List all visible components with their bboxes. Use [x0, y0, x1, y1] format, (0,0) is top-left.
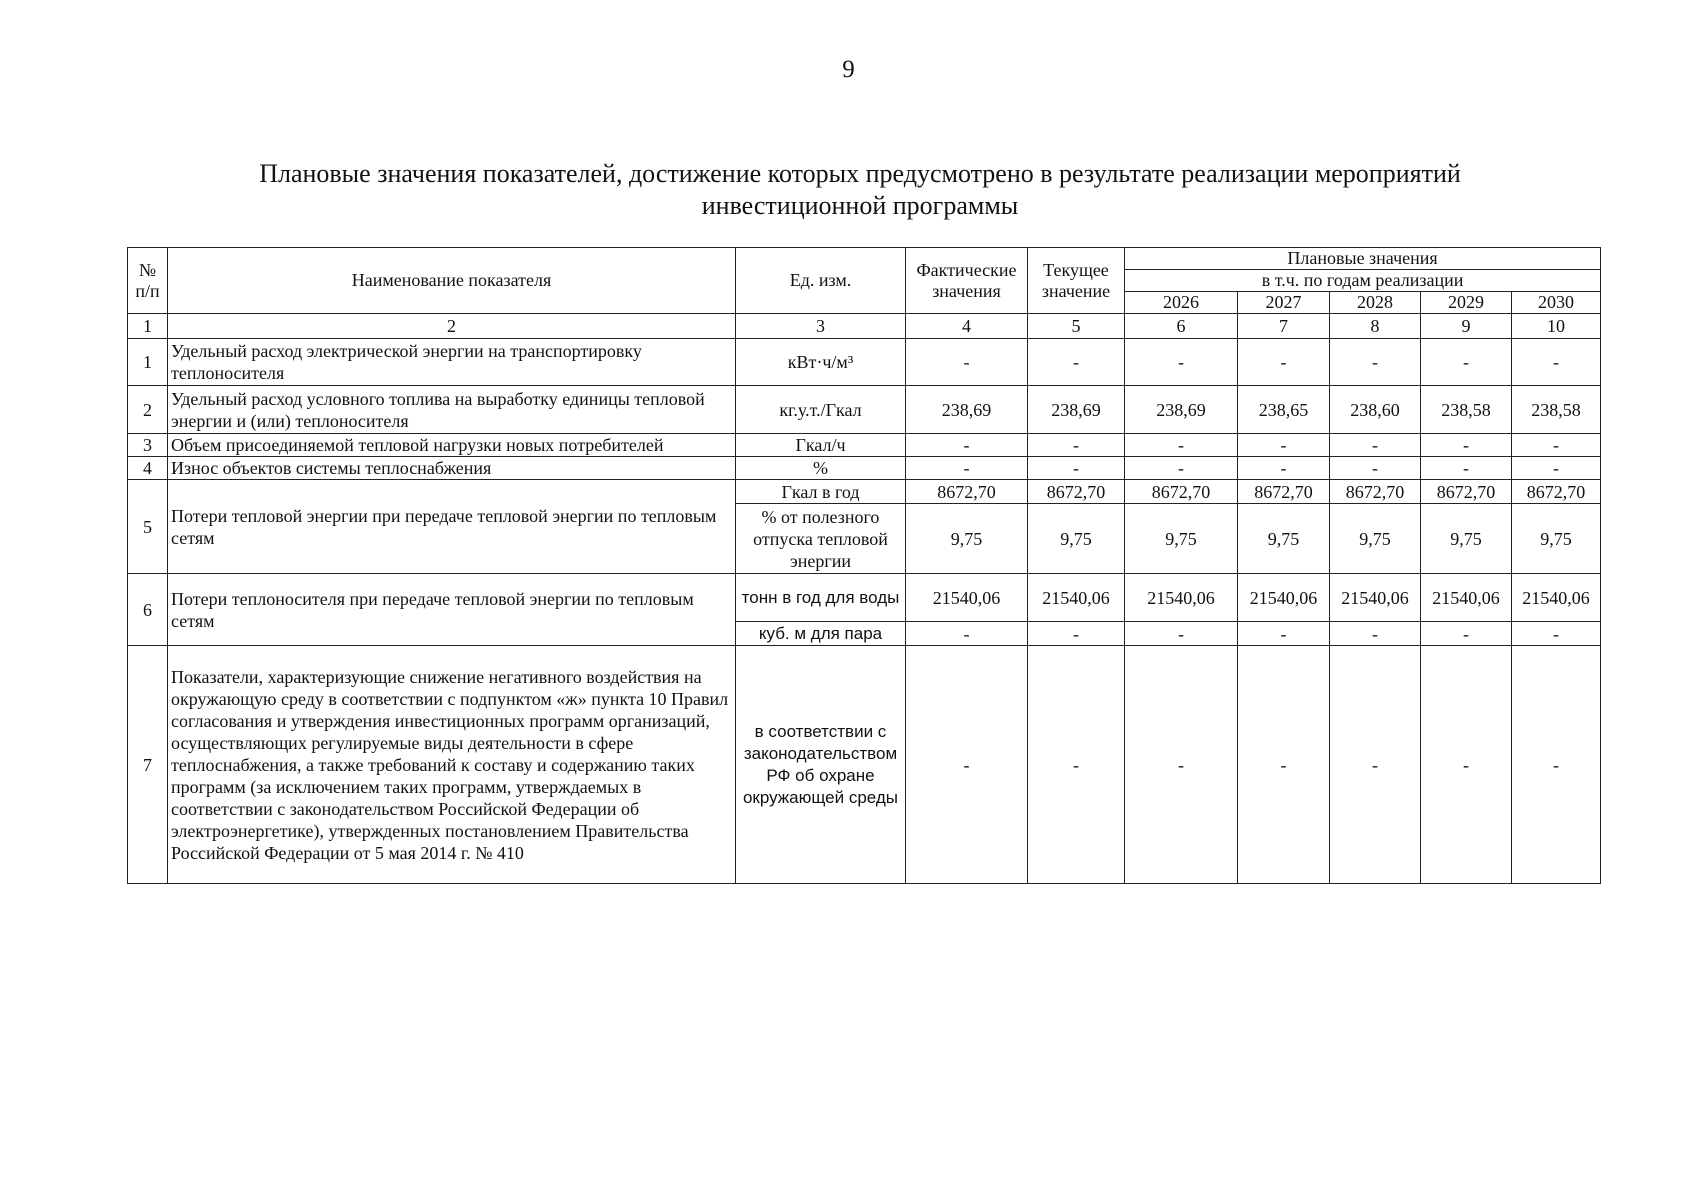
current-value: 21540,06 [1028, 574, 1125, 622]
header-row-1 [128, 248, 1601, 270]
current-value: 238,69 [1028, 386, 1125, 434]
header-name: Наименование показателя [168, 248, 736, 314]
year-value: - [1512, 646, 1601, 884]
year-value: - [1421, 434, 1512, 457]
year-value: 9,75 [1512, 504, 1601, 574]
unit-cell: тонн в год для воды [736, 574, 906, 622]
year-value: 238,65 [1238, 386, 1330, 434]
year-value: - [1330, 457, 1421, 480]
table-row [128, 646, 1601, 884]
header-no: № п/п [128, 248, 168, 314]
indicators-table [127, 247, 1601, 884]
year-value: - [1238, 457, 1330, 480]
unit-cell: куб. м для пара [736, 622, 906, 646]
current-value: - [1028, 434, 1125, 457]
year-value: - [1512, 622, 1601, 646]
year-value: - [1512, 457, 1601, 480]
column-numbering-row [128, 314, 1601, 339]
year-value: 238,58 [1512, 386, 1601, 434]
fact-value: - [906, 339, 1028, 386]
year-value: 21540,06 [1238, 574, 1330, 622]
year-value: - [1125, 434, 1238, 457]
row-no: 7 [128, 646, 168, 884]
year-value: 8672,70 [1238, 480, 1330, 504]
unit-cell: Гкал/ч [736, 434, 906, 457]
year-value: - [1421, 646, 1512, 884]
fact-value: - [906, 646, 1028, 884]
table-row [128, 574, 1601, 622]
year-value: - [1238, 646, 1330, 884]
year-value: 9,75 [1421, 504, 1512, 574]
title-line-2: инвестиционной программы [701, 191, 1019, 220]
unit-cell: кг.у.т./Гкал [736, 386, 906, 434]
year-value: - [1125, 457, 1238, 480]
row-no: 2 [128, 386, 168, 434]
year-value: - [1330, 434, 1421, 457]
year-value: 8672,70 [1512, 480, 1601, 504]
table-row [128, 434, 1601, 457]
header-year: 2028 [1330, 292, 1421, 314]
year-value: 8672,70 [1330, 480, 1421, 504]
year-value: 21540,06 [1125, 574, 1238, 622]
year-value: - [1512, 339, 1601, 386]
year-value: - [1330, 646, 1421, 884]
year-value: 8672,70 [1421, 480, 1512, 504]
current-value: - [1028, 457, 1125, 480]
row-no: 3 [128, 434, 168, 457]
unit-cell: Гкал в год [736, 480, 906, 504]
table-row [128, 480, 1601, 504]
document-title [160, 158, 1560, 222]
indicator-name: Показатели, характеризующие снижение негативного воздействия на окружающую среду в соответствии с подпунктом «ж» пункта 10 Правил согласования и утверждения инвестиционных программ организаций, осуществляющих регулируемые виды деятельности в сфере теплоснабжения, а также требований к составу и содержанию таких программ (за исключением таких программ, утверждаемых в соответствии с законодательством Российской Федерации об электроэнергетике), утвержденных постановлением Правительства Российской Федерации от 5 мая 2014 г. № 410 [168, 646, 736, 884]
year-value: 21540,06 [1512, 574, 1601, 622]
row-no: 5 [128, 480, 168, 574]
column-number: 4 [906, 314, 1028, 339]
year-value: - [1330, 622, 1421, 646]
year-value: - [1421, 457, 1512, 480]
fact-value: 9,75 [906, 504, 1028, 574]
header-by-years: в т.ч. по годам реализации [1125, 270, 1601, 292]
year-value: 238,69 [1125, 386, 1238, 434]
year-value: 9,75 [1125, 504, 1238, 574]
year-value: 21540,06 [1421, 574, 1512, 622]
year-value: - [1238, 339, 1330, 386]
current-value: - [1028, 622, 1125, 646]
indicator-name: Потери тепловой энергии при передаче тепловой энергии по тепловым сетям [168, 480, 736, 574]
year-value: - [1125, 622, 1238, 646]
year-value: 238,60 [1330, 386, 1421, 434]
indicator-name: Износ объектов системы теплоснабжения [168, 457, 736, 480]
year-value: - [1125, 646, 1238, 884]
unit-cell: в соответствии с законодательством РФ об охране окружающей среды [736, 646, 906, 884]
header-fact: Фактические значения [906, 248, 1028, 314]
year-value: - [1421, 339, 1512, 386]
current-value: 8672,70 [1028, 480, 1125, 504]
fact-value: 238,69 [906, 386, 1028, 434]
table-row [128, 386, 1601, 434]
current-value: - [1028, 646, 1125, 884]
current-value: 9,75 [1028, 504, 1125, 574]
year-value: - [1421, 622, 1512, 646]
column-number: 6 [1125, 314, 1238, 339]
unit-cell: % от полезного отпуска тепловой энергии [736, 504, 906, 574]
header-current: Текущее значение [1028, 248, 1125, 314]
table-row [128, 339, 1601, 386]
year-value: 9,75 [1330, 504, 1421, 574]
row-no: 4 [128, 457, 168, 480]
indicator-name: Удельный расход условного топлива на выработку единицы тепловой энергии и (или) теплоносителя [168, 386, 736, 434]
column-number: 2 [168, 314, 736, 339]
indicator-name: Потери теплоносителя при передаче тепловой энергии по тепловым сетям [168, 574, 736, 646]
unit-cell: % [736, 457, 906, 480]
column-number: 10 [1512, 314, 1601, 339]
fact-value: 8672,70 [906, 480, 1028, 504]
header-unit: Ед. изм. [736, 248, 906, 314]
page-number: 9 [842, 56, 855, 83]
fact-value: - [906, 622, 1028, 646]
year-value: 21540,06 [1330, 574, 1421, 622]
row-no: 1 [128, 339, 168, 386]
header-year: 2026 [1125, 292, 1238, 314]
column-number: 5 [1028, 314, 1125, 339]
year-value: - [1238, 434, 1330, 457]
unit-cell: кВт·ч/м³ [736, 339, 906, 386]
year-value: - [1125, 339, 1238, 386]
current-value: - [1028, 339, 1125, 386]
column-number: 8 [1330, 314, 1421, 339]
column-number: 7 [1238, 314, 1330, 339]
header-year: 2030 [1512, 292, 1601, 314]
column-number: 9 [1421, 314, 1512, 339]
column-number: 3 [736, 314, 906, 339]
year-value: - [1330, 339, 1421, 386]
fact-value: - [906, 457, 1028, 480]
year-value: 9,75 [1238, 504, 1330, 574]
year-value: - [1238, 622, 1330, 646]
year-value: - [1512, 434, 1601, 457]
header-planned: Плановые значения [1125, 248, 1601, 270]
indicator-name: Объем присоединяемой тепловой нагрузки новых потребителей [168, 434, 736, 457]
fact-value: - [906, 434, 1028, 457]
title-line-1: Плановые значения показателей, достижение которых предусмотрено в результате реализации мероприятий [259, 159, 1461, 188]
header-year: 2027 [1238, 292, 1330, 314]
row-no: 6 [128, 574, 168, 646]
table-row [128, 457, 1601, 480]
year-value: 238,58 [1421, 386, 1512, 434]
fact-value: 21540,06 [906, 574, 1028, 622]
year-value: 8672,70 [1125, 480, 1238, 504]
header-year: 2029 [1421, 292, 1512, 314]
indicators-table-wrap [127, 247, 1600, 884]
column-number: 1 [128, 314, 168, 339]
indicator-name: Удельный расход электрической энергии на транспортировку теплоносителя [168, 339, 736, 386]
